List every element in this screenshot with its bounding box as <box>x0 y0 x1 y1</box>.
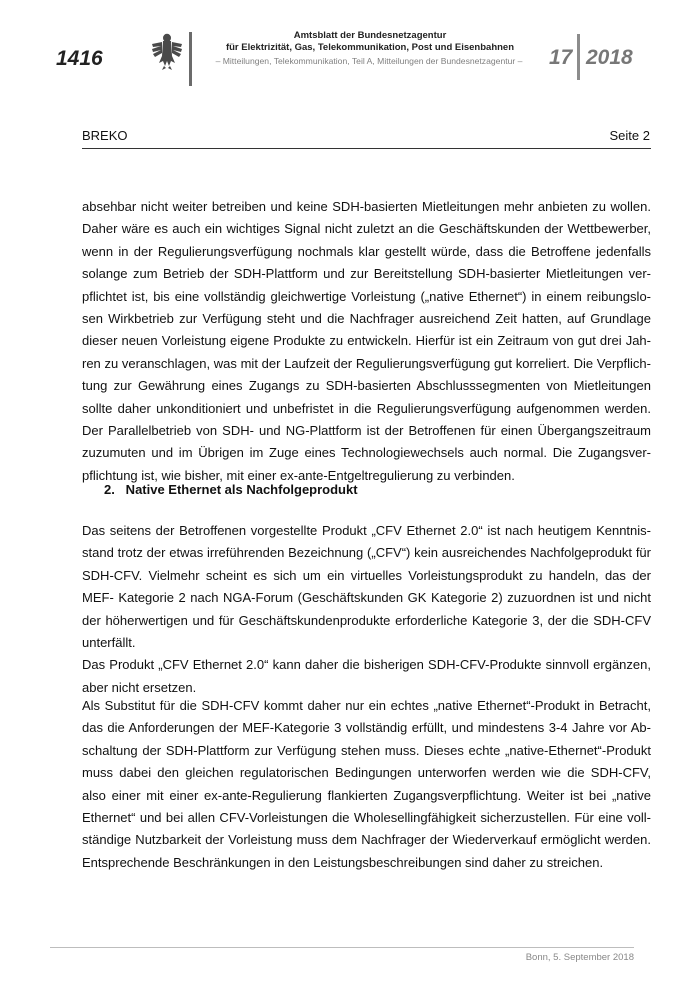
text-line: Das Produkt „CFV Ethernet 2.0“ kann daher die bisherigen SDH-CFV-Produkte sinnvoll ergänzen, <box>82 657 651 673</box>
text-line: ständige Nutzbarkeit der Vorleistung muss dem Nachfrager der Wiederverkauf ermöglicht werden. <box>82 832 651 848</box>
text-line: also einer mit einer ex-ante-Regulierung flankierten Zugangsverpflichtung. Weiter ist bei „native <box>82 787 651 803</box>
text-line: Als Substitut für die SDH-CFV kommt daher nur ein echtes „native Ethernet“-Produkt in Betracht, <box>82 698 651 713</box>
text-line: muss dabei den gleichen regulatorischen Bedingungen unterworfen werden wie die SDH-CFV, <box>82 765 651 781</box>
text-line: pflichtet ist, bis eine vollständig gleichwertige Vorleistung („native Ethernet“) in einem reibungslo- <box>82 288 651 304</box>
text-line: Daher wäre es auch ein wichtiges Signal nicht zuletzt an die Geschäftskunden der Wettbewerber, <box>82 221 651 237</box>
text-line: sollte daher unkonditioniert und unbefristet in die Regulierungsverfügung aufgenommen werden. <box>82 400 651 416</box>
running-header-page: Seite 2 <box>609 128 650 143</box>
journal-title-line2: für Elektrizität, Gas, Telekommunikation, Post und Eisenbahnen <box>225 42 515 53</box>
issue-number: 17 <box>549 46 573 69</box>
text-line: pflichtung ist, wie bisher, mit einer ex-ante-Entgeltregulierung zu verbinden. <box>82 467 515 483</box>
text-line: das die Anforderungen der MEF-Kategorie 3 vollständig erfüllt, und mindestens 3-4 Jahre vor Ab- <box>82 720 651 736</box>
text-line: sen Wirkbetrieb zur Verfügung steht und die Nachfrager ausreichend Zeit hatten, auf Grundlage <box>82 311 651 327</box>
text-line: zuzumuten und im Übrigen im Zuge eines Technologiewechsels auch normal. Die Zugangsver- <box>82 445 651 461</box>
section-heading: 2. Native Ethernet als Nachfolgeprodukt <box>104 482 358 497</box>
journal-title-line1: Amtsblatt der Bundesnetzagentur <box>293 30 447 41</box>
text-line: tung zur Gewährung eines Zugangs zu SDH-basierten Abschlusssegmenten von Mietleitungen <box>82 378 651 394</box>
text-line: stand trotz der etwas irreführenden Bezeichnung („CFV“) kein ausreichendes Nachfolgeprodukt für <box>82 545 651 561</box>
text-line: SDH-CFV. Vielmehr scheint es sich um ein virtuelles Vorleistungsprodukt zu handeln, das der <box>82 567 651 583</box>
paragraph-substitute <box>82 695 651 874</box>
text-line: schaltung der SDH-Plattform zur Verfügung stehen muss. Dieses echte „native-Ethernet“-Produkt <box>82 742 651 758</box>
journal-subtitle: – Mitteilungen, Telekommunikation, Teil A, Mitteilungen der Bundesnetzagentur – <box>215 56 523 66</box>
issue-divider <box>577 34 580 80</box>
text-line: dieser neuen Vorleistung eigene Produkte zu entwickeln. Hierfür ist ein Zeitraum von gut drei Jah- <box>82 333 651 349</box>
header-divider <box>189 32 192 86</box>
paragraph-regulation <box>82 196 651 487</box>
footer-rule <box>50 947 634 948</box>
running-header-author: BREKO <box>82 128 128 143</box>
text-line: absehbar nicht weiter betreiben und keine SDH-basierten Mietleitungen mehr anbieten zu wollen. <box>82 199 651 214</box>
text-line: aber nicht ersetzen. <box>82 679 197 695</box>
text-line: Der Parallelbetrieb von SDH- und NG-Plattform ist der Betroffenen für einen Übergangszeitraum <box>82 423 651 439</box>
text-line: solange zum Betrieb der SDH-Plattform und zur Bereitstellung SDH-basierter Mietleitungen ver- <box>82 266 651 282</box>
text-line: ren zu veranschlagen, was mit der Laufzeit der Regulierungsverfügung gut korreliert. Die Verpflich- <box>82 355 651 371</box>
federal-eagle-icon <box>150 30 184 72</box>
text-line: Ethernet“ und bei allen CFV-Vorleistungen die Wholesellingfähigkeit sicherzustellen. Für eine voll- <box>82 810 651 826</box>
paragraph-cfv-ethernet <box>82 520 651 699</box>
text-line: Entsprechende Beschränkungen in den Leistungsbeschreibungen sind daher zu streichen. <box>82 854 604 870</box>
text-line: der höherwertigen und für Geschäftskundenprodukte erforderliche Kategorie 3, der die SDH-CFV <box>82 612 651 628</box>
journal-title <box>200 30 540 54</box>
running-header-rule <box>82 148 651 149</box>
footer-place-date: Bonn, 5. September 2018 <box>525 952 634 963</box>
text-line: Das seitens der Betroffenen vorgestellte Produkt „CFV Ethernet 2.0“ ist nach heutigem Kenntnis- <box>82 523 651 538</box>
text-line: MEF- Kategorie 2 nach NGA-Forum (Geschäftskunden GK Kategorie 2) zuzuordnen ist und nicht <box>82 590 651 606</box>
issue-year: 2018 <box>586 46 633 69</box>
page-number: 1416 <box>56 47 103 70</box>
text-line: wenn in der Regulierungsverfügung nochmals klar gestellt würde, dass die Betroffene jedenfalls <box>82 243 651 259</box>
text-line: unterfällt. <box>82 635 136 651</box>
